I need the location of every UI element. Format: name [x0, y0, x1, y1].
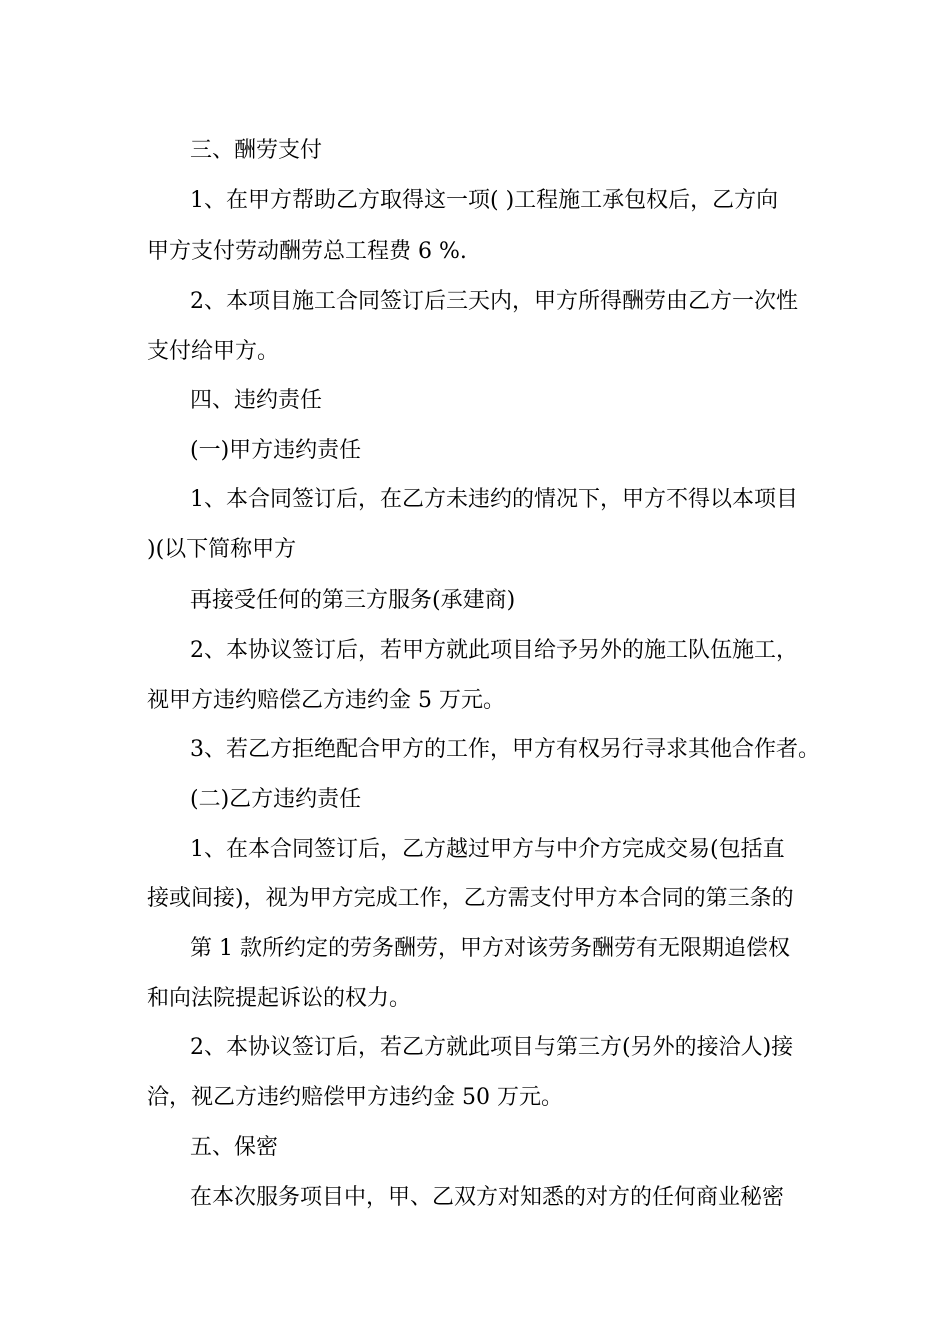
paragraph-payment-2-line-1: 2、本项目施工合同签订后三天内，甲方所得酬劳由乙方一次性 [190, 289, 798, 314]
paragraph-a-1-line-2: )(以下简称甲方 [147, 537, 297, 562]
paragraph-a-1-line-1: 1、本合同签订后，在乙方未违约的情况下，甲方不得以本项目 [190, 487, 798, 512]
paragraph-a-3: 3、若乙方拒绝配合甲方的工作，甲方有权另行寻求其他合作者。 [190, 737, 820, 762]
section-heading-liability: 四、违约责任 [190, 388, 323, 413]
paragraph-confidentiality-line-1: 在本次服务项目中，甲、乙双方对知悉的对方的任何商业秘密 [190, 1185, 785, 1210]
paragraph-payment-1-line-2: 甲方支付劳动酬劳总工程费 6 %. [147, 239, 467, 264]
paragraph-b-1-line-4: 和向法院提起诉讼的权力。 [147, 986, 412, 1011]
paragraph-b-1-line-3: 第 1 款所约定的劳务酬劳，甲方对该劳务酬劳有无限期追偿权 [190, 936, 790, 961]
paragraph-b-1-line-1: 1、在本合同签订后，乙方越过甲方与中介方完成交易(包括直 [190, 837, 785, 862]
paragraph-a-1-line-3: 再接受任何的第三方服务(承建商) [190, 588, 516, 613]
paragraph-b-1-line-2: 接或间接)，视为甲方完成工作，乙方需支付甲方本合同的第三条的 [147, 886, 794, 911]
paragraph-payment-2-line-2: 支付给甲方。 [147, 339, 280, 364]
subheading-party-a-liability: (一)甲方违约责任 [190, 438, 362, 463]
paragraph-b-2-line-1: 2、本协议签订后，若乙方就此项目与第三方(另外的接洽人)接 [190, 1035, 794, 1060]
paragraph-b-2-line-2: 洽，视乙方违约赔偿甲方违约金 50 万元。 [147, 1085, 563, 1110]
paragraph-a-2-line-2: 视甲方违约赔偿乙方违约金 5 万元。 [147, 688, 505, 713]
section-heading-payment: 三、酬劳支付 [190, 138, 323, 163]
paragraph-payment-1-line-1: 1、在甲方帮助乙方取得这一项( )工程施工承包权后，乙方向 [190, 188, 779, 213]
paragraph-a-2-line-1: 2、本协议签订后，若甲方就此项目给予另外的施工队伍施工， [190, 638, 798, 663]
subheading-party-b-liability: (二)乙方违约责任 [190, 787, 362, 812]
section-heading-confidentiality: 五、保密 [190, 1135, 279, 1160]
